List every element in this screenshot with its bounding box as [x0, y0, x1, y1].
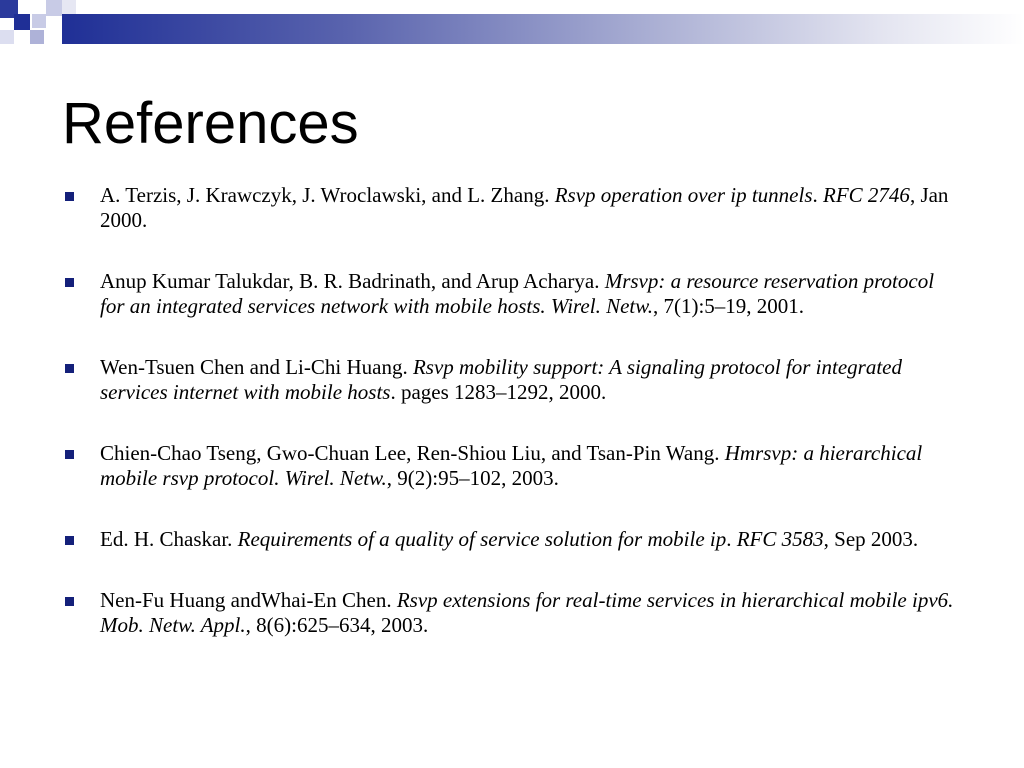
reference-authors: Wen-Tsuen Chen and Li-Chi Huang. [100, 355, 413, 379]
reference-title: Hmrsvp: a hierarchical mobile rsvp protocol [100, 441, 923, 490]
reference-details: , 7(1):5–19, 2001. [652, 294, 805, 318]
reference-item [62, 355, 962, 405]
reference-item [62, 269, 962, 319]
reference-venue: Wirel. Netw. [550, 294, 653, 318]
reference-item [62, 183, 962, 233]
reference-separator: . [726, 527, 737, 551]
reference-title: Mrsvp: a resource reservation protocol for an integrated services network with mobile hosts [100, 269, 935, 318]
square-bullet-icon [65, 450, 74, 459]
reference-separator: . [812, 183, 824, 207]
reference-details: , 8(6):625–634, 2003. [245, 613, 429, 637]
reference-separator: . [948, 588, 954, 612]
decor-square [0, 30, 14, 44]
reference-title: Requirements of a quality of service solution for mobile ip [237, 527, 727, 551]
reference-authors: Anup Kumar Talukdar, B. R. Badrinath, and Arup Acharya. [100, 269, 605, 293]
square-bullet-icon [65, 278, 74, 287]
square-bullet-icon [65, 364, 74, 373]
decor-square [14, 14, 30, 30]
reference-details: , Sep 2003. [823, 527, 919, 551]
square-bullet-icon [65, 192, 74, 201]
reference-details: pages 1283–1292, 2000. [400, 380, 607, 404]
decor-square [46, 30, 62, 44]
reference-venue: RFC 2746 [823, 183, 910, 207]
square-bullet-icon [65, 536, 74, 545]
reference-authors: A. Terzis, J. Krawczyk, J. Wroclawski, and L. Zhang. [100, 183, 555, 207]
decor-square [18, 0, 32, 14]
reference-item [62, 441, 962, 491]
reference-title: Rsvp extensions for real-time services in hierarchical mobile ipv6 [396, 588, 949, 612]
decor-square [62, 0, 76, 14]
reference-item [62, 588, 962, 638]
decor-square [46, 0, 62, 16]
reference-separator: . [540, 294, 551, 318]
reference-details: , 9(2):95–102, 2003. [386, 466, 559, 490]
slide-title: References [62, 91, 359, 156]
reference-authors: Ed. H. Chaskar. [100, 527, 238, 551]
reference-separator: . [390, 380, 401, 404]
decor-square [32, 14, 46, 28]
reference-authors: Chien-Chao Tseng, Gwo-Chuan Lee, Ren-Shiou Liu, and Tsan-Pin Wang. [100, 441, 725, 465]
reference-venue: Mob. Netw. Appl. [100, 613, 246, 637]
decor-square [30, 30, 44, 44]
reference-venue: RFC 3583 [736, 527, 824, 551]
reference-separator: . [274, 466, 285, 490]
square-bullet-icon [65, 597, 74, 606]
reference-title: Rsvp operation over ip tunnels [554, 183, 813, 207]
reference-list [62, 183, 962, 674]
reference-details: , Jan 2000. [100, 183, 949, 232]
reference-authors: Nen-Fu Huang andWhai-En Chen. [100, 588, 397, 612]
reference-item [62, 527, 962, 552]
header-gradient-band [62, 14, 1024, 44]
reference-title: Rsvp mobility support: A signaling protocol for integrated services internet with mobile hosts [100, 355, 902, 404]
reference-venue: Wirel. Netw. [284, 466, 387, 490]
